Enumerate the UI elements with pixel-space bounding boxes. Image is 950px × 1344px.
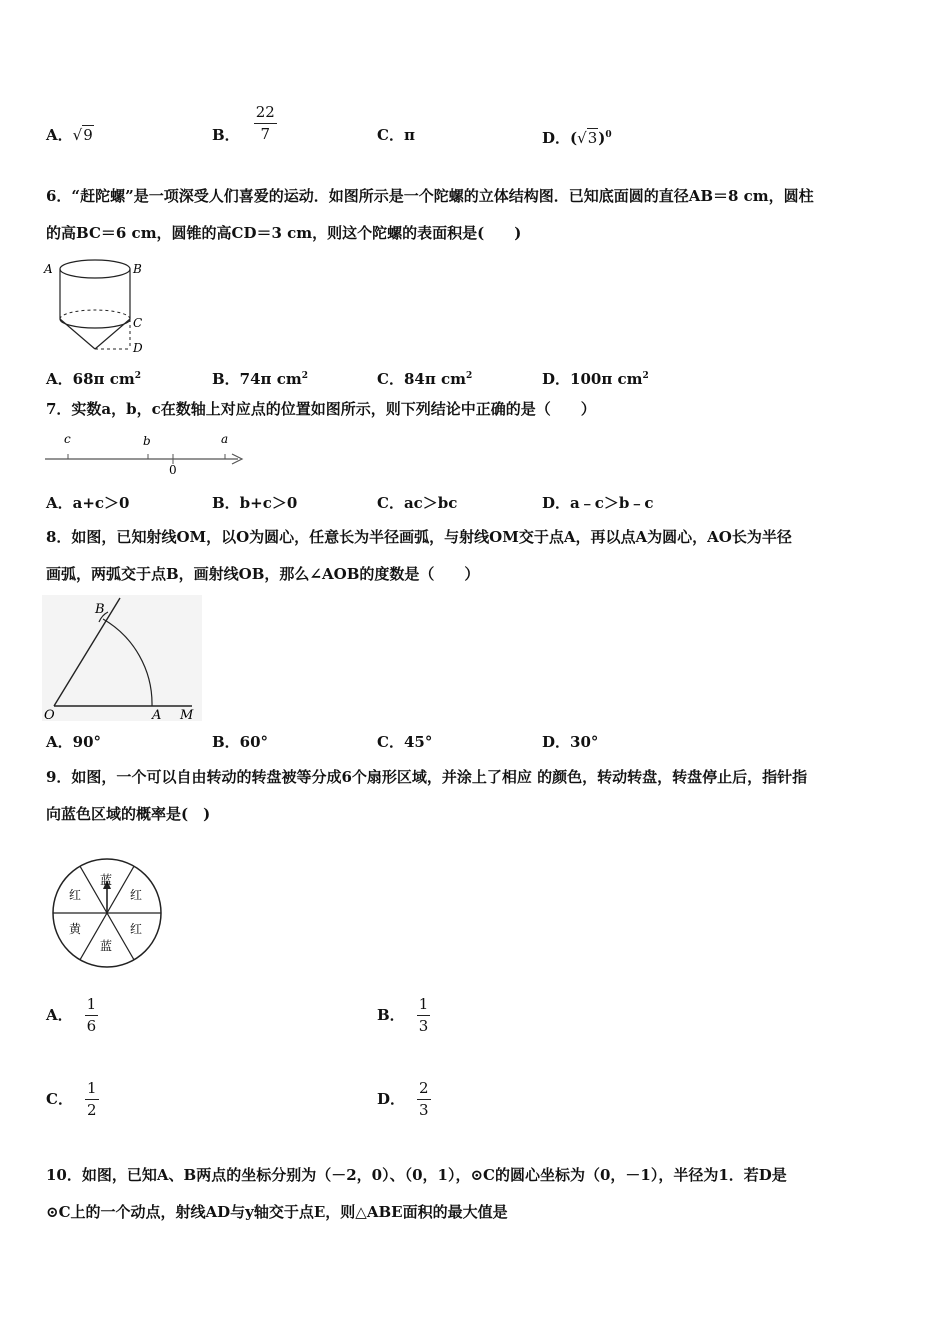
sqrt-9: √9 xyxy=(72,126,93,144)
cone-right-edge xyxy=(95,319,130,349)
bottom-ellipse-front xyxy=(60,319,130,328)
q8-option-b: B．60° xyxy=(212,733,269,751)
label-a: a xyxy=(221,432,229,446)
q9-option-c xyxy=(46,1080,99,1119)
q9-option-a xyxy=(46,996,98,1035)
q5-option-c: C．π xyxy=(377,126,415,144)
sector-lower-left: 黄 xyxy=(69,922,82,936)
q10-line-2: ⊙C上的一个动点，射线AD与y轴交于点E，则△ABE面积的最大值是 xyxy=(46,1203,508,1221)
q9-option-d xyxy=(377,1080,431,1119)
q5-option-d xyxy=(542,127,612,147)
label-c: C xyxy=(133,316,143,330)
q8-line-1: 8．如图，已知射线OM，以O为圆心，任意长为半径画弧，与射线OM交于点A，再以点A为圆心，AO长为半径 xyxy=(46,528,792,546)
q6-option-d xyxy=(542,368,649,388)
label-d: D xyxy=(133,341,143,355)
q7-option-b: B．b+c＞0 xyxy=(212,494,298,512)
q6-option-c-exp: 2 xyxy=(466,371,473,381)
q5-option-a-label: A． xyxy=(46,126,73,144)
sector-top: 蓝 xyxy=(100,873,113,887)
fraction-denominator: 3 xyxy=(418,1017,429,1035)
q5-option-a-radicand: 9 xyxy=(83,126,93,144)
sector-lower-right: 红 xyxy=(130,922,143,936)
paren-open: ( xyxy=(570,129,578,147)
spinner-figure xyxy=(45,856,175,974)
q6-option-d-text: D．100π cm xyxy=(542,370,643,388)
q9-option-d-label: D． xyxy=(377,1090,406,1108)
exponent: 0 xyxy=(605,130,612,140)
q9-option-b xyxy=(377,996,430,1035)
q6-option-b-exp: 2 xyxy=(301,371,309,381)
fraction-denominator: 2 xyxy=(86,1101,97,1119)
cone-left-edge xyxy=(60,319,95,349)
q8-option-d: D．30° xyxy=(542,733,599,751)
q6-option-c xyxy=(377,368,472,388)
label-m: M xyxy=(180,708,194,722)
sector-bottom: 蓝 xyxy=(100,939,113,953)
q6-option-a-exp: 2 xyxy=(134,371,141,381)
top-ellipse xyxy=(60,260,130,278)
label-c: c xyxy=(64,432,71,446)
q7-line-1: 7．实数a，b，c在数轴上对应点的位置如图所示，则下列结论中正确的是（ ） xyxy=(46,400,596,418)
q5-option-b-label: B． xyxy=(212,126,240,144)
q7-option-d: D．a﹣c＞b﹣c xyxy=(542,494,654,512)
q8-option-c: C．45° xyxy=(377,733,433,751)
q9-option-b-label: B． xyxy=(377,1006,405,1024)
fraction-1-2 xyxy=(85,1080,99,1119)
q5-option-d-radicand: 3 xyxy=(587,129,598,147)
fraction-1-3 xyxy=(417,996,431,1035)
q6-option-c-text: C．84π cm xyxy=(377,370,467,388)
sector-upper-right: 红 xyxy=(130,888,143,902)
fraction-denominator: 7 xyxy=(260,124,270,143)
q5-option-d-label: D． xyxy=(542,129,571,147)
sector-upper-left: 红 xyxy=(69,888,82,902)
angle-construction-figure xyxy=(42,595,204,722)
spinning-top-figure xyxy=(42,255,162,357)
number-line-figure xyxy=(42,428,252,478)
q6-line-2: 的高BC＝6 cm，圆锥的高CD＝3 cm，则这个陀螺的表面积是( ) xyxy=(46,224,522,242)
label-o: O xyxy=(44,708,55,722)
q7-option-a: A．a+c＞0 xyxy=(46,494,130,512)
fraction-numerator: 1 xyxy=(85,1080,99,1100)
fraction-1-6 xyxy=(85,996,99,1035)
fraction-denominator: 6 xyxy=(86,1017,97,1035)
figure-background xyxy=(42,595,202,721)
q6-option-a xyxy=(46,368,141,388)
paren-close: ) xyxy=(598,129,606,147)
fraction-numerator: 1 xyxy=(417,996,431,1016)
fraction-denominator: 3 xyxy=(419,1101,429,1119)
label-a: A xyxy=(44,262,53,276)
q6-option-d-exp: 2 xyxy=(642,371,649,381)
q9-line-2: 向蓝色区域的概率是( ) xyxy=(46,805,211,823)
fraction-numerator: 2 xyxy=(417,1080,431,1100)
q9-option-a-label: A． xyxy=(46,1006,73,1024)
bottom-ellipse-back xyxy=(60,310,130,319)
q6-option-b-text: B．74π cm xyxy=(212,370,302,388)
fraction-22-7 xyxy=(254,104,277,143)
q6-option-a-text: A．68π cm xyxy=(46,370,135,388)
q5-option-a xyxy=(46,127,94,144)
q7-option-c: C．ac＞bc xyxy=(377,494,458,512)
label-a: A xyxy=(152,708,162,722)
q5-option-b xyxy=(212,102,277,144)
label-b: B xyxy=(133,262,142,276)
sqrt-3: √3 xyxy=(577,129,598,147)
q6-option-b xyxy=(212,368,308,388)
q9-line-1: 9．如图，一个可以自由转动的转盘被等分成6个扇形区域，并涂上了相应 的颜色，转动转盘，转盘停止后，指针指 xyxy=(46,768,808,786)
q6-line-1: 6．“赶陀螺”是一项深受人们喜爱的运动．如图所示是一个陀螺的立体结构图．已知底面圆的直径AB＝8 cm，圆柱 xyxy=(46,187,814,205)
label-zero: 0 xyxy=(169,463,177,477)
q8-line-2: 画弧，两弧交于点B，画射线OB，那么∠AOB的度数是（ ） xyxy=(46,565,480,583)
fraction-numerator: 1 xyxy=(85,996,99,1016)
q9-option-c-label: C． xyxy=(46,1090,73,1108)
label-b: B xyxy=(95,602,105,617)
fraction-2-3 xyxy=(417,1080,431,1119)
fraction-numerator: 22 xyxy=(254,104,277,124)
label-b: b xyxy=(143,434,151,448)
q8-option-a: A．90° xyxy=(46,733,102,751)
q10-line-1: 10．如图，已知A、B两点的坐标分别为（－2，0）、（0，1），⊙C的圆心坐标为（0，－1），半径为1．若D是 xyxy=(46,1166,787,1184)
